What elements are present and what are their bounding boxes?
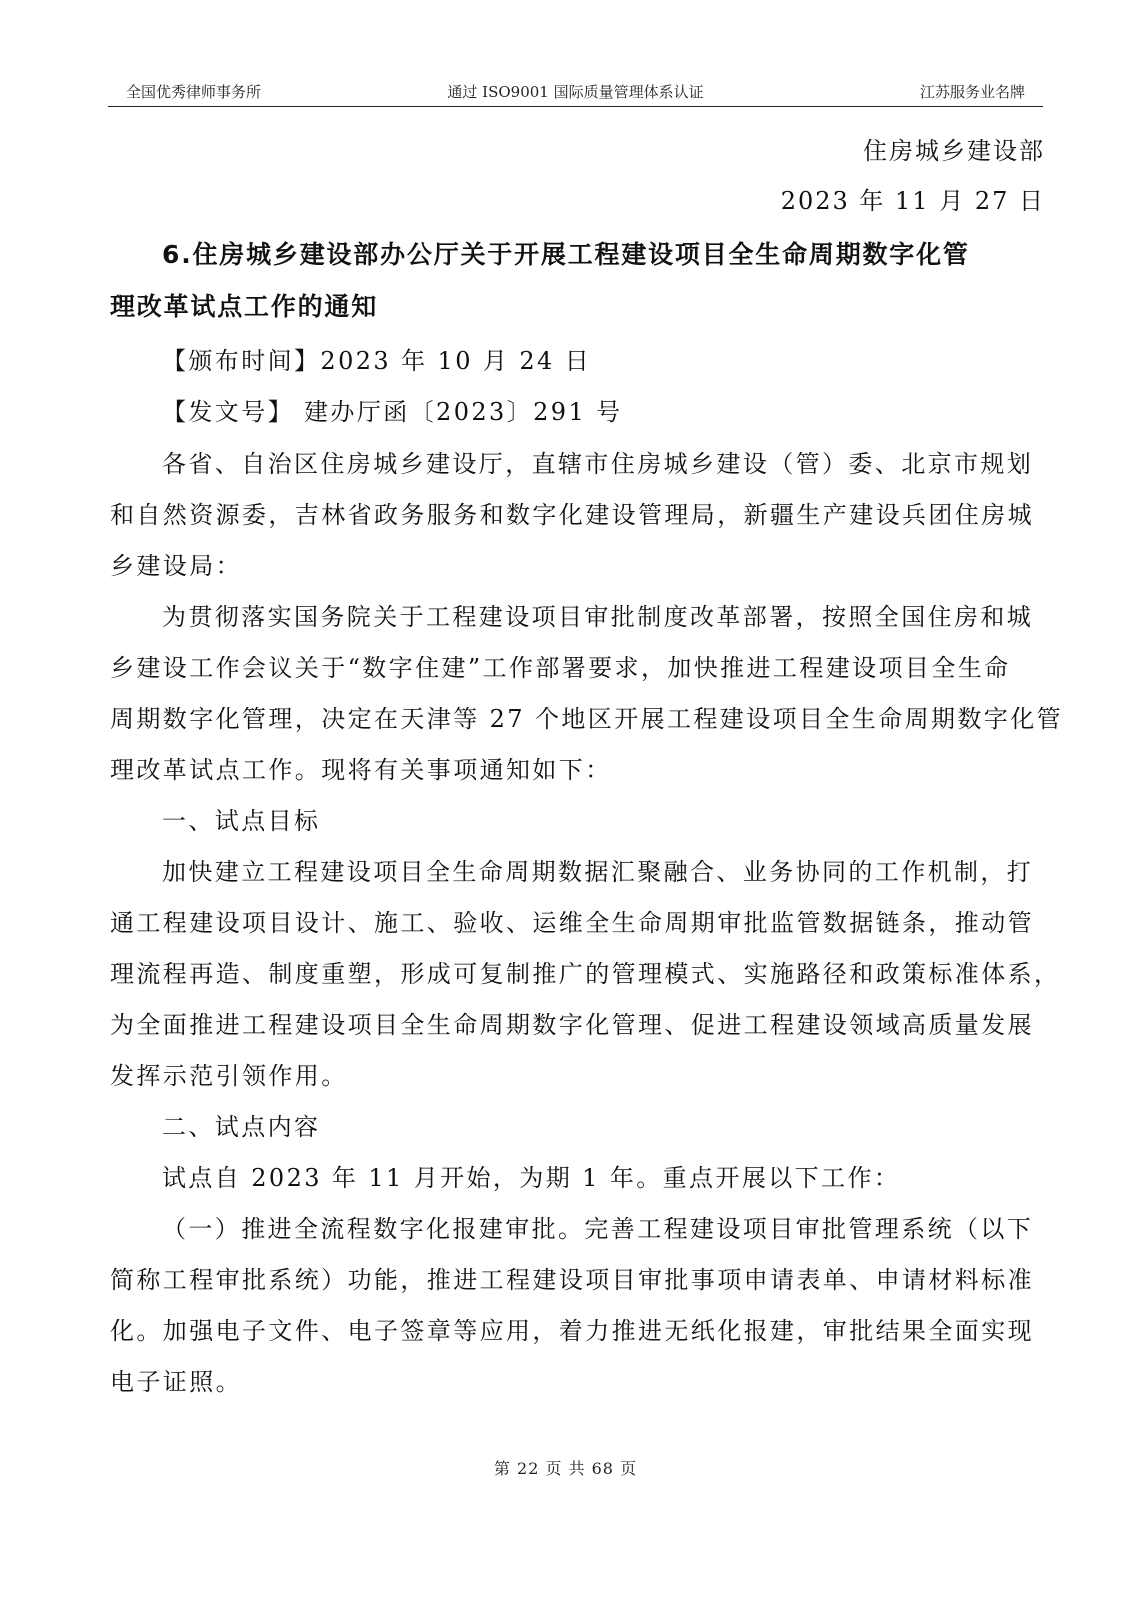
header-center-text: 通过 ISO9001 国际质量管理体系认证 bbox=[447, 83, 704, 101]
page-header bbox=[108, 78, 1043, 107]
notice-title-line-2: 理改革试点工作的通知 bbox=[110, 292, 379, 321]
paragraph-line: 为贯彻落实国务院关于工程建设项目审批制度改革部署，按照全国住房和城 bbox=[162, 603, 1034, 631]
paragraph-line: 电子证照。 bbox=[110, 1368, 242, 1396]
paragraph-line: 为全面推进工程建设项目全生命周期数字化管理、促进工程建设领域高质量发展 bbox=[110, 1011, 1034, 1039]
paragraph-line: 周期数字化管理，决定在天津等 27 个地区开展工程建设项目全生命周期数字化管 bbox=[110, 705, 1063, 733]
document-number: 【发文号】 建办厅函〔2023〕291 号 bbox=[162, 398, 623, 426]
paragraph-line: 加快建立工程建设项目全生命周期数据汇聚融合、业务协同的工作机制，打 bbox=[162, 858, 1034, 886]
header-left-text: 全国优秀律师事务所 bbox=[126, 83, 262, 101]
paragraph-line: 理流程再造、制度重塑，形成可复制推广的管理模式、实施路径和政策标准体系， bbox=[110, 960, 1061, 988]
section-heading: 一、试点目标 bbox=[162, 807, 321, 835]
page-number: 第 22 页 共 68 页 bbox=[493, 1459, 638, 1478]
paragraph-line: 和自然资源委，吉林省政务服务和数字化建设管理局，新疆生产建设兵团住房城 bbox=[110, 501, 1034, 529]
paragraph-line: 乡建设局： bbox=[110, 552, 242, 580]
paragraph-line: 试点自 2023 年 11 月开始，为期 1 年。重点开展以下工作： bbox=[162, 1164, 901, 1192]
notice-title-line-1: 6.住房城乡建设部办公厅关于开展工程建设项目全生命周期数字化管 bbox=[162, 240, 970, 269]
publish-date: 【颁布时间】2023 年 10 月 24 日 bbox=[162, 347, 592, 375]
paragraph-line: 通工程建设项目设计、施工、验收、运维全生命周期审批监管数据链条，推动管 bbox=[110, 909, 1034, 937]
paragraph-line: 发挥示范引领作用。 bbox=[110, 1062, 348, 1090]
paragraph-line: 化。加强电子文件、电子签章等应用，着力推进无纸化报建，审批结果全面实现 bbox=[110, 1317, 1034, 1345]
paragraph-line: 理改革试点工作。现将有关事项通知如下： bbox=[110, 756, 612, 784]
paragraph-line: 乡建设工作会议关于“数字住建”工作部署要求，加快推进工程建设项目全生命 bbox=[110, 654, 1011, 682]
signature-date: 2023 年 11 月 27 日 bbox=[780, 187, 1045, 215]
section-heading: 二、试点内容 bbox=[162, 1113, 321, 1141]
header-right-text: 江苏服务业名牌 bbox=[919, 83, 1025, 101]
paragraph-line: 简称工程审批系统）功能，推进工程建设项目审批事项申请表单、申请材料标准 bbox=[110, 1266, 1034, 1294]
signature-org: 住房城乡建设部 bbox=[863, 137, 1045, 165]
paragraph-line: 各省、自治区住房城乡建设厅，直辖市住房城乡建设（管）委、北京市规划 bbox=[162, 450, 1034, 478]
paragraph-line: （一）推进全流程数字化报建审批。完善工程建设项目审批管理系统（以下 bbox=[162, 1215, 1034, 1243]
